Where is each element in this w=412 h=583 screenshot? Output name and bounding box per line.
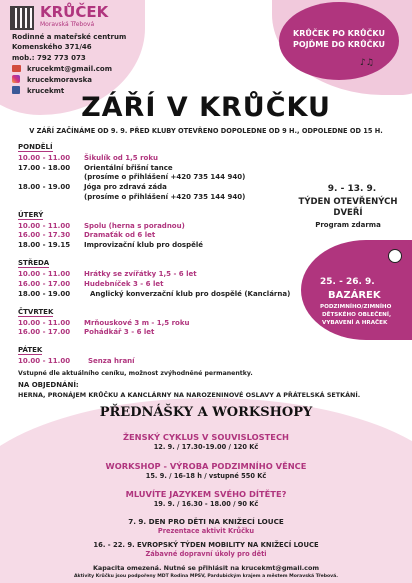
- footprints-icon: ♪♫: [360, 58, 374, 68]
- week-dates: 9. - 13. 9.: [327, 184, 377, 194]
- page-title: ZÁŘÍ V KRŮČKU: [81, 92, 331, 123]
- time-slot: 18.00 - 19.00: [18, 290, 71, 298]
- bazar-line1: PODZIMNÍHO/ZIMNÍHO: [320, 304, 392, 310]
- workshop-detail: 19. 9. / 16.30 - 18.00 / 90 Kč: [153, 500, 259, 508]
- workshop-detail: 12. 9. / 17.30-19.00 / 120 Kč: [153, 443, 259, 451]
- activity: Orientální břišní tance: [84, 164, 173, 172]
- footer-line2: Aktivity Krůčku jsou podpořeny MDT Rodina MPSV, Pardubickým krajem a městem Moravská Třebová.: [73, 574, 339, 579]
- logo-title: KRŮČEK: [40, 3, 109, 21]
- time-slot: 10.00 - 11.00: [18, 222, 71, 230]
- time-slot: 18.00 - 19.15: [18, 241, 71, 249]
- price-note: Vstupné dle aktuálního ceníku, možnost zvýhodněné permanentky.: [18, 370, 253, 377]
- facebook[interactable]: krucekmt: [27, 87, 65, 95]
- event-title: 16. - 22. 9. EVROPSKÝ TÝDEN MOBILITY NA KNIŽECÍ LOUCE: [93, 541, 319, 549]
- instagram-icon: [12, 75, 20, 83]
- day-friday: PÁTEK: [18, 346, 43, 354]
- activity: Anglický konverzační klub pro dospělé (Kanclárna): [90, 290, 291, 298]
- activity: Šikulík od 1,5 roku: [84, 154, 158, 162]
- workshop-title: MLUVÍTE JAZYKEM SVÉHO DÍTĚTE?: [125, 489, 287, 499]
- instagram[interactable]: krucekmoravska: [27, 76, 93, 84]
- time-slot: 10.00 - 11.00: [18, 319, 71, 327]
- activity: Jóga pro zdravá záda: [84, 183, 167, 191]
- qr-code-icon: [10, 6, 34, 30]
- time-slot: 18.00 - 19.00: [18, 183, 71, 191]
- email-icon: [12, 65, 21, 72]
- event-title: 7. 9. DEN PRO DĚTI NA KNIŽECÍ LOUCE: [128, 517, 284, 526]
- workshop-detail: 15. 9. / 16-18 h / vstupné 550 Kč: [145, 472, 267, 480]
- activity: Pohádkář 3 - 6 let: [84, 328, 155, 336]
- week-title-1: TÝDEN OTEVŘENÝCH: [298, 197, 398, 207]
- day-wednesday: STŘEDA: [18, 259, 50, 267]
- activity: Mrňouskové 3 m - 1,5 roku: [84, 319, 190, 327]
- activity: Improvizační klub pro dospělé: [84, 241, 203, 249]
- intro-text: V ZÁŘÍ ZAČÍNÁME OD 9. 9. PŘED KLUBY OTEVŘENO DOPOLEDNE OD 9 H., ODPOLEDNE OD 15 H.: [29, 127, 383, 135]
- activity: Spolu (herna s poradnou): [84, 222, 185, 230]
- bazar-title: BAZÁREK: [328, 290, 381, 301]
- footer-line1: Kapacita omezená. Nutné se přihlásit na krucekmt@gmail.com: [92, 564, 320, 572]
- child-icon: [388, 249, 402, 263]
- slogan-line1: KRŮČEK PO KRŮČKU: [293, 29, 385, 38]
- bazar-dates: 25. - 26. 9.: [320, 277, 375, 287]
- day-monday: PONDĚLÍ: [18, 143, 53, 151]
- week-title-2: DVEŘÍ: [333, 208, 363, 218]
- activity-note: (prosíme o přihlášení +420 735 144 940): [84, 193, 246, 201]
- bazar-line2: DĚTSKÉHO OBLEČENÍ,: [322, 312, 392, 318]
- activity-note: (prosíme o přihlášení +420 735 144 940): [84, 173, 246, 181]
- time-slot: 16.00 - 17.00: [18, 280, 71, 288]
- time-slot: 10.00 - 11.00: [18, 357, 71, 365]
- time-slot: 16.00 - 17.30: [18, 231, 71, 239]
- slogan-line2: POJĎME DO KRŮČKU: [293, 40, 385, 49]
- workshop-title: WORKSHOP - VÝROBA PODZIMNÍHO VĚNCE: [105, 461, 307, 471]
- time-slot: 16.00 - 17.00: [18, 328, 71, 336]
- activity: Hrátky se zvířátky 1,5 - 6 let: [84, 270, 197, 278]
- time-slot: 10.00 - 11.00: [18, 154, 71, 162]
- time-slot: 17.00 - 18.00: [18, 164, 71, 172]
- org-line2: Komenského 371/46: [12, 43, 92, 51]
- logo-subtitle: Moravská Třebová: [40, 21, 95, 28]
- workshops-heading: PŘEDNÁŠKY A WORKSHOPY: [99, 405, 313, 420]
- phone: mob.: 792 773 073: [12, 54, 86, 62]
- day-thursday: ČTVRTEK: [18, 308, 54, 316]
- order-heading: NA OBJEDNÁNÍ:: [18, 381, 79, 389]
- workshop-title: ŽENSKÝ CYKLUS V SOUVISLOSTECH: [123, 432, 289, 442]
- day-tuesday: ÚTERÝ: [18, 211, 44, 219]
- week-subtitle: Program zdarma: [315, 221, 381, 229]
- event-detail: Prezentace aktivit Krůčku: [157, 527, 255, 535]
- email[interactable]: krucekmt@gmail.com: [27, 65, 113, 73]
- activity: Hudebníček 3 - 6 let: [84, 280, 164, 288]
- time-slot: 10.00 - 11.00: [18, 270, 71, 278]
- org-line1: Rodinné a mateřské centrum: [12, 33, 127, 41]
- bazar-line3: VYBAVENÍ A HRAČEK: [322, 320, 388, 326]
- order-text: HERNA, PRONÁJEM KRŮČKU A KANCLÁRNY NA NAROZENINOVÉ OSLAVY A PŘÁTELSKÁ SETKÁNÍ.: [18, 391, 361, 399]
- activity: Senza hraní: [88, 357, 135, 365]
- event-detail: Zábavné dopravní úkoly pro děti: [145, 550, 267, 558]
- activity: Dramaťák od 6 let: [84, 231, 156, 239]
